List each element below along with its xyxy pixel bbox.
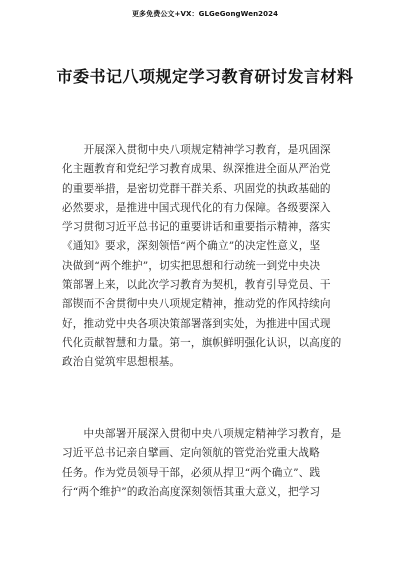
paragraph-line: 中央部署开展深入贯彻中央八项规定精神学习教育，是 [62, 428, 342, 440]
paragraph-line: 策部署上来，以此次学习教育为契机，教育引导党员、干 [62, 279, 331, 292]
paragraph-line: 任务。作为党员领导干部，必须从捍卫“两个确立”、践 [62, 466, 321, 479]
paragraph-line: 《通知》要求，深刻领悟“两个确立”的决定性意义，坚 [62, 240, 321, 253]
paragraph-line: 部锲而不舍贯彻中央八项规定精神，推动党的作风持续向 [62, 298, 331, 311]
paragraph-line: 习近平总书记亲自擘画、定向领航的管党治党重大战略 [62, 447, 320, 460]
paragraph-line: 代化贡献智慧和力量。第一，旗帜鲜明强化认识，以高度的 [62, 336, 342, 349]
paragraph-line: 必然要求，是推进中国式现代化的有力保障。各级要深入 [62, 201, 331, 214]
paragraph-line: 的重要举措，是密切党群干群关系、巩固党的执政基础的 [62, 182, 331, 195]
body-paragraph-2 [62, 425, 352, 502]
paragraph-line: 决做到“两个维护”，切实把思想和行动统一到党中央决 [62, 259, 321, 272]
paragraph-line: 开展深入贯彻中央八项规定精神学习教育，是巩固深 [62, 144, 331, 156]
paragraph-line: 好，推动党中央各项决策部署落到实处，为推进中国式现 [62, 317, 331, 330]
header-note: 更多免费公文+VX：GLGeGongWen2024 [131, 10, 279, 18]
paragraph-line: 化主题教育和党纪学习教育成果、纵深推进全面从严治党 [62, 163, 331, 176]
paragraph-line: 学习贯彻习近平总书记的重要讲话和重要指示精神，落实 [62, 221, 331, 234]
document-title: 市委书记八项规定学习教育研讨发言材料 [56, 67, 354, 86]
paragraph-line: 行“两个维护”的政治高度深刻领悟其重大意义，把学习 [62, 485, 321, 498]
body-paragraph-1 [62, 141, 352, 373]
paragraph-line: 政治自觉筑牢思想根基。 [62, 356, 181, 369]
